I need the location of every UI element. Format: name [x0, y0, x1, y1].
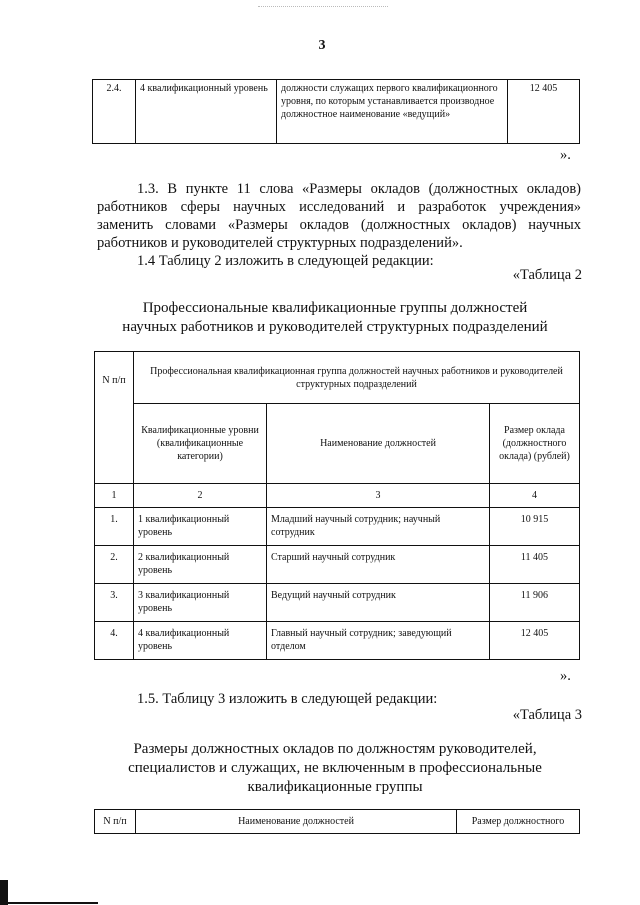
- table-row: [95, 622, 580, 660]
- paragraph-1-3: 1.3. В пункте 11 слова «Размеры окладов (должностных окладов) работников сферы научных исследований и разработок учреждения» заменить словами «Размеры окладов (должностных окладов) научных работников и руководителей структурных подразделений».: [97, 181, 581, 251]
- table-2-closing-quote: ».: [560, 668, 571, 684]
- table-row: [95, 584, 580, 622]
- table-2-title-line2: научных работников и руководителей структурных подразделений: [122, 319, 548, 335]
- row-number: 2.: [95, 546, 134, 584]
- paragraph-1-5: 1.5. Таблицу 3 изложить в следующей редакции:: [137, 691, 438, 707]
- table-header-row: [95, 810, 580, 834]
- table-row: [93, 80, 580, 144]
- header-salary: Размер оклада (должностного оклада) (рублей): [490, 404, 580, 484]
- table-3: [94, 809, 580, 834]
- salary-value: 12 405: [490, 622, 580, 660]
- salary-value: 10 915: [490, 508, 580, 546]
- header-level: Квалификационные уровни (квалификационные категории): [134, 404, 267, 484]
- header-number: N п/п: [95, 810, 136, 834]
- col-number: 3: [267, 484, 490, 508]
- header-position-name: Наименование должностей: [136, 810, 457, 834]
- header-number: N п/п: [95, 352, 134, 484]
- salary-value: 12 405: [508, 80, 580, 144]
- table-row: [95, 546, 580, 584]
- table-3-title-line2: специалистов и служащих, не включенным в профессиональные: [128, 760, 542, 776]
- qualification-level: 1 квалификационный уровень: [134, 508, 267, 546]
- row-number: 1.: [95, 508, 134, 546]
- table-row: [95, 508, 580, 546]
- row-number: 3.: [95, 584, 134, 622]
- qualification-level: 3 квалификационный уровень: [134, 584, 267, 622]
- header-position-name: Наименование должностей: [267, 404, 490, 484]
- salary-value: 11 906: [490, 584, 580, 622]
- table-2-label: «Таблица 2: [512, 267, 582, 283]
- table-2: [94, 351, 580, 660]
- header-salary: Размер должностного: [457, 810, 580, 834]
- table-header-row: [95, 352, 580, 404]
- col-number: 2: [134, 484, 267, 508]
- qualification-level: 4 квалификационный уровень: [134, 622, 267, 660]
- scan-artifact: [258, 6, 388, 10]
- col-number: 4: [490, 484, 580, 508]
- table-closing-quote: ».: [560, 147, 571, 163]
- table-3-label: «Таблица 3: [512, 707, 582, 723]
- position-name: Главный научный сотрудник; заведующий отделом: [267, 622, 490, 660]
- paragraph-1-4: 1.4 Таблицу 2 изложить в следующей редакции:: [137, 253, 434, 269]
- table-3-title-line3: квалификационные группы: [247, 779, 423, 795]
- row-number: 2.4.: [93, 80, 136, 144]
- qualification-level: 2 квалификационный уровень: [134, 546, 267, 584]
- table-3-title-line1: Размеры должностных окладов по должностям руководителей,: [133, 741, 537, 757]
- salary-value: 11 405: [490, 546, 580, 584]
- page-number: 3: [318, 38, 326, 53]
- position-name: Младший научный сотрудник; научный сотрудник: [267, 508, 490, 546]
- position-name: Старший научный сотрудник: [267, 546, 490, 584]
- scan-edge-mark: [0, 880, 8, 905]
- position-description: должности служащих первого квалификационного уровня, по которым устанавливается производное должностное наименование «ведущий»: [277, 80, 508, 144]
- qualification-level: 4 квалификационный уровень: [136, 80, 277, 144]
- scan-edge-line: [8, 902, 98, 904]
- col-number: 1: [95, 484, 134, 508]
- table-subheader-row: [95, 404, 580, 484]
- header-group: Профессиональная квалификационная группа должностей научных работников и руководителей структурных подразделений: [134, 352, 580, 404]
- table-2-title-line1: Профессиональные квалификационные группы должностей: [142, 300, 528, 316]
- row-number: 4.: [95, 622, 134, 660]
- table-1-continuation: [92, 79, 580, 144]
- position-name: Ведущий научный сотрудник: [267, 584, 490, 622]
- column-number-row: [95, 484, 580, 508]
